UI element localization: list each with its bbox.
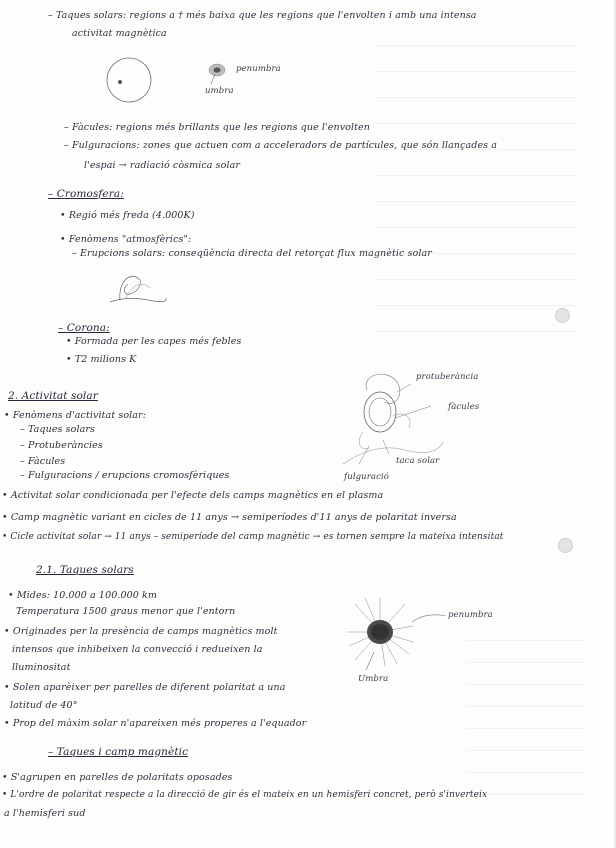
punch-hole <box>555 308 570 323</box>
note-line: • Activitat solar condicionada per l'efecte dels camps magnètics en el plasma <box>2 490 384 501</box>
note-line: activitat magnètica <box>72 28 167 39</box>
note-line: • Mides: 10.000 a 100.000 km <box>8 590 158 601</box>
note-line: • L'ordre de polaritat respecte a la direcció de gir és el mateix en un hemisferi concret, però s'inverteix <box>2 790 488 800</box>
note-line: – Fulguracions / erupcions cromosfèriques <box>20 470 230 481</box>
note-line: latitud de 40° <box>10 700 78 711</box>
bleed-through-text <box>376 45 576 345</box>
note-line: • Cicle activitat solar → 11 anys – semiperíode del camp magnètic → es tornen sempre la mateixa intensitat <box>2 532 504 542</box>
note-line: • S'agrupen en parelles de polaritats oposades <box>2 772 233 783</box>
note-line: lluminositat <box>12 662 71 673</box>
label-penumbra: penumbra <box>236 64 281 74</box>
note-line: l'espai → radiació còsmica solar <box>84 160 241 171</box>
note-line: • Regió més freda (4.000K) <box>60 210 195 221</box>
note-line: Temperatura 1500 graus menor que l'entorn <box>16 606 236 617</box>
label-taca-solar: taca solar <box>396 456 440 466</box>
note-line: – Fulguracions: zones que actuen com a acceleradors de partícules, que són llançades a <box>64 140 498 151</box>
note-line: intensos que inhibeixen la convecció i redueixen la <box>12 644 263 655</box>
label-umbra: Umbra <box>358 674 389 684</box>
heading-activitat-solar: 2. Activitat solar <box>8 390 98 402</box>
sunspot-detail-sketch <box>345 596 415 668</box>
note-line: – Taques solars: regions a † més baixa que les regions que l'envolten i amb una intensa <box>48 10 477 21</box>
note-line: – Fàcules <box>20 456 66 467</box>
penumbra-pointer <box>412 610 452 630</box>
bleed-through-text <box>466 640 586 800</box>
note-line: • Camp magnètic variant en cicles de 11 anys → semiperíodes d'11 anys de polaritat inversa <box>2 512 457 523</box>
label-protuberancia: protuberància <box>416 372 479 382</box>
note-line: • Formada per les capes més febles <box>66 336 242 347</box>
label-umbra: umbra <box>205 86 234 96</box>
note-line: • Prop del màxim solar n'apareixen més properes a l'equador <box>4 718 307 729</box>
heading-taques-solars: 2.1. Taques solars <box>36 564 134 576</box>
note-line: a l'hemisferi sud <box>4 808 86 819</box>
note-line: • Fenòmens "atmosfèrics": <box>60 234 192 245</box>
sun-sketch <box>104 55 154 105</box>
eruption-sketch <box>108 268 168 308</box>
punch-hole <box>558 538 573 553</box>
label-facules: fàcules <box>448 402 480 412</box>
note-line: – Erupcions solars: conseqüència directa del retorçat flux magnètic solar <box>72 248 432 259</box>
heading-corona: – Corona: <box>58 322 110 334</box>
heading-cromosfera: – Cromosfera: <box>48 188 124 200</box>
note-line: • Fenòmens d'activitat solar: <box>4 410 146 421</box>
umbra-pointer <box>360 652 380 674</box>
note-line: • Solen aparèixer per parelles de diferent polaritat a una <box>4 682 286 693</box>
note-line: – Protuberàncies <box>20 440 103 451</box>
heading-taques-camp: – Taques i camp magnètic <box>48 746 189 758</box>
note-line: • Originades per la presència de camps magnètics molt <box>4 626 278 637</box>
label-fulguracio: fulguració <box>344 472 389 482</box>
note-line: – Fàcules: regions més brillants que les regions que l'envolten <box>64 122 370 133</box>
note-line: • T2 milions K <box>66 354 137 365</box>
label-penumbra: penumbra <box>448 610 493 620</box>
note-line: – Taques solars <box>20 424 95 435</box>
